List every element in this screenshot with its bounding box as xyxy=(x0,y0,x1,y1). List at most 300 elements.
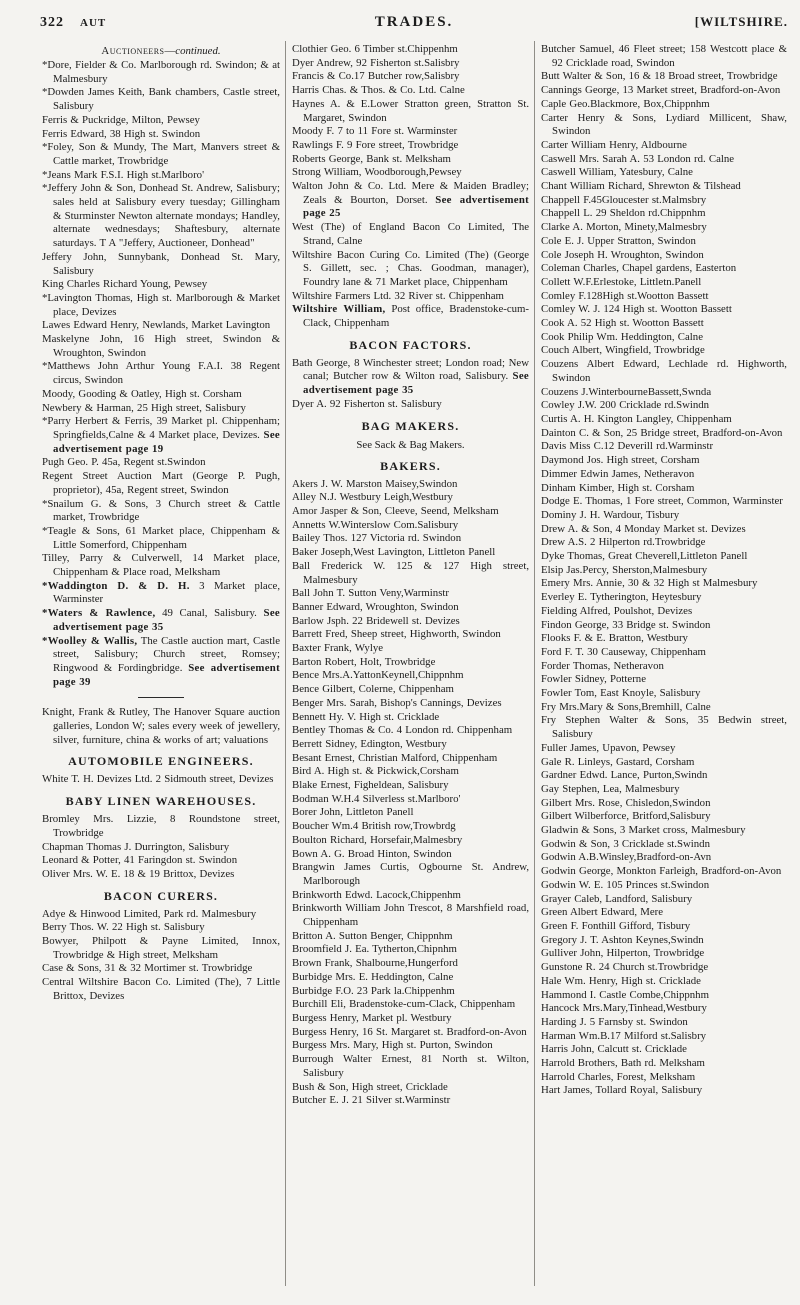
entry-text: Fry Mrs.Mary & Sons,Bremhill, Calne xyxy=(541,700,711,713)
entry-text: Gulliver John, Hilperton, Trowbridge xyxy=(541,947,705,960)
directory-entry xyxy=(292,861,529,888)
directory-entry xyxy=(292,357,529,398)
entry-text: *Jeffery John & Son, Donhead St. Andrew, Salisbury; sales held at Salisbury every tuesday; Gillingham & Sturminster Newton alternate mondays; Handley, alternate wednesdays; Shaftesbury, alternate saturdays. T A "Jeffery, Auctioneer, Donhead" xyxy=(42,182,281,250)
directory-entry xyxy=(541,235,787,249)
entry-text: Harris Chas. & Thos. & Co. Ltd. Calne xyxy=(292,84,465,97)
directory-entry xyxy=(42,86,280,113)
entry-text: Cook A. 52 High st. Wootton Bassett xyxy=(541,317,704,330)
entry-text: 49 Canal, Salisbury. xyxy=(155,607,264,620)
entry-text: Forder Thomas, Netheravon xyxy=(541,659,664,672)
directory-entry xyxy=(292,806,529,820)
directory-entry xyxy=(541,386,787,400)
directory-entry xyxy=(292,139,529,153)
entry-text: Green F. Fonthill Gifford, Tisbury xyxy=(541,920,691,932)
directory-entry xyxy=(541,619,787,633)
page-number: 322 xyxy=(40,15,64,30)
directory-entry xyxy=(541,84,787,98)
directory-entry xyxy=(292,505,529,519)
directory-entry xyxy=(541,194,787,208)
directory-entry xyxy=(42,278,280,292)
entry-text: Besant Ernest, Christian Malford, Chippenham xyxy=(292,751,498,764)
entry-text: Dodge E. Thomas, 1 Fore street, Common, Warminster xyxy=(541,495,783,508)
directory-entry xyxy=(292,985,529,999)
directory-entry xyxy=(292,84,529,98)
directory-entry xyxy=(541,331,787,345)
directory-entry xyxy=(292,724,529,738)
directory-entry xyxy=(42,813,280,840)
directory-entry xyxy=(292,532,529,546)
section-code: AUT xyxy=(80,17,107,29)
entry-text: Baker Joseph,West Lavington, Littleton Panell xyxy=(292,546,496,559)
directory-entry xyxy=(541,482,787,496)
directory-entry xyxy=(42,607,280,634)
entry-text: Green Albert Edward, Mere xyxy=(541,906,664,919)
directory-entry xyxy=(541,577,787,591)
entry-text: *Lavington Thomas, High st. Marlborough & Market place, Devizes xyxy=(42,291,281,318)
entry-text: Fry Stephen Walter & Sons, 35 Bedwin street, Salisbury xyxy=(541,714,787,741)
entry-text: Berry Thos. W. 22 High st. Salisbury xyxy=(42,921,205,934)
entry-text: Bodman W.H.4 Silverless st.Marlboro' xyxy=(292,792,461,805)
entry-text: Brinkworth Edwd. Lacock,Chippenhm xyxy=(292,888,461,901)
entry-text: Berrett Sidney, Edington, Westbury xyxy=(292,737,447,750)
entry-text: Gladwin & Sons, 3 Market cross, Malmesbury xyxy=(541,824,746,837)
section-heading: BACON CURERS. xyxy=(103,888,219,903)
directory-entry xyxy=(292,587,529,601)
entry-text: Clothier Geo. 6 Timber st.Chippenhm xyxy=(292,43,458,55)
directory-entry xyxy=(42,319,280,333)
entry-bold-text: *Woolley & Wallis, xyxy=(42,634,138,647)
directory-entry xyxy=(541,797,787,811)
directory-entry xyxy=(292,125,529,139)
directory-entry xyxy=(42,388,280,402)
entry-bold-text: Wiltshire William, xyxy=(292,303,386,316)
entry-text: Gale R. Linleys, Gastard, Corsham xyxy=(541,755,695,768)
directory-entry xyxy=(42,498,280,525)
entry-text: Alley N.J. Westbury Leigh,Westbury xyxy=(292,491,453,504)
entry-text: Tilley, Parry & Culverwell, 14 Market place, Chippenham & Place road, Melksham xyxy=(42,552,281,579)
directory-entry xyxy=(541,934,787,948)
entry-text: Gunstone R. 24 Church st.Trowbridge xyxy=(541,961,709,974)
entry-text: Haynes A. & E.Lower Stratton green, Stratton St. Margaret, Swindon xyxy=(292,97,530,124)
entry-text: Barton Robert, Holt, Trowbridge xyxy=(292,655,436,668)
entry-text: Ford F. T. 30 Causeway, Chippenham xyxy=(541,645,706,658)
directory-entry xyxy=(541,153,787,167)
entry-text: Comley F.128High st.Wootton Bassett xyxy=(541,289,709,302)
directory-entry xyxy=(42,841,280,855)
entry-text: Benger Mrs. Sarah, Bishop's Cannings, Devizes xyxy=(292,696,502,709)
entry-text: Flooks F. & E. Bratton, Westbury xyxy=(541,632,688,645)
entry-text: Couzens Albert Edward, Lechlade rd. Highworth, Swindon xyxy=(541,358,787,384)
entry-text: Akers J. W. Marston Maisey,Swindon xyxy=(292,477,458,490)
directory-entry xyxy=(42,470,280,497)
directory-entry xyxy=(292,943,529,957)
directory-entry xyxy=(292,180,529,221)
entry-text: Dainton C. & Son, 25 Bridge street, Bradford-on-Avon xyxy=(541,426,783,439)
entry-text: Baxter Frank, Wylye xyxy=(292,642,384,655)
entry-text: Brinkworth William John Trescot, 8 Marshfield road, Chippenham xyxy=(292,902,530,929)
entry-text: Roberts George, Bank st. Melksham xyxy=(292,152,451,165)
entry-text: continued. xyxy=(175,45,221,57)
directory-entry xyxy=(541,893,787,907)
entry-text: Cook Philip Wm. Heddington, Calne xyxy=(541,330,703,343)
entry-text: Burgess Mrs. Mary, High st. Purton, Swindon xyxy=(292,1039,493,1052)
directory-entry xyxy=(292,628,529,642)
directory-entry xyxy=(541,824,787,838)
entry-text: Drew A. & Son, 4 Monday Market st. Devizes xyxy=(541,522,746,535)
entry-text: Harman Wm.B.17 Milford st.Salisbry xyxy=(541,1029,707,1042)
directory-entry xyxy=(292,290,529,304)
entry-text: Chapman Thomas J. Durrington, Salisbury xyxy=(42,840,230,853)
directory-entry xyxy=(541,564,787,578)
directory-entry xyxy=(541,112,787,139)
directory-entry xyxy=(42,525,280,552)
entry-text: Elsip Jas.Percy, Sherston,Malmesbury xyxy=(541,563,708,576)
county-label: [WILTSHIRE. xyxy=(694,14,788,29)
directory-entry xyxy=(42,333,280,360)
directory-entry xyxy=(42,635,280,690)
directory-entry xyxy=(541,1043,787,1057)
entry-text: *Matthews John Arthur Young F.A.I. 38 Regent circus, Swindon xyxy=(42,360,281,387)
header-left xyxy=(40,15,275,31)
directory-entry xyxy=(541,906,787,920)
directory-entry xyxy=(541,701,787,715)
section-divider xyxy=(138,697,184,698)
directory-entry xyxy=(541,879,787,893)
entry-text: Couch Albert, Wingfield, Trowbridge xyxy=(541,344,705,357)
entry-text: Newbery & Harman, 25 High street, Salisbury xyxy=(42,401,246,414)
entry-text: Curtis A. H. Kington Langley, Chippenham xyxy=(541,412,732,425)
directory-entry xyxy=(292,820,529,834)
directory-entry xyxy=(292,398,529,412)
entry-text: Bird A. High st. & Pickwick,Corsham xyxy=(292,765,459,778)
entry-text: Cole E. J. Upper Stratton, Swindon xyxy=(541,234,696,247)
directory-entry xyxy=(292,752,529,766)
directory-entry xyxy=(292,1094,529,1108)
entry-text: See Sack & Bag Makers. xyxy=(356,438,465,451)
directory-entry xyxy=(541,810,787,824)
directory-entry xyxy=(541,865,787,879)
directory-entry xyxy=(541,756,787,770)
directory-entry xyxy=(292,1053,529,1080)
entry-text: Blake Ernest, Figheldean, Salisbury xyxy=(292,779,449,792)
directory-entry xyxy=(42,773,280,787)
directory-entry xyxy=(541,605,787,619)
directory-entry xyxy=(292,765,529,779)
entry-text: Wiltshire Bacon Curing Co. Limited (The) (George S. Gillett, sec. ; Chas. Goodman, manager), Foundry lane & 71 Market place, Chippenham xyxy=(292,248,530,288)
entry-text: *Parry Herbert & Ferris, 39 Market pl. Chippenham; Springfields,Calne & 4 Market place, Devizes. xyxy=(42,415,281,441)
directory-entry xyxy=(292,697,529,711)
entry-text: Knight, Frank & Rutley, The Hanover Square auction galleries, London W; sales every week of jewellery, silver, furniture, china & works of art; valuations xyxy=(42,706,281,746)
entry-text: Bowyer, Philpott & Payne Limited, Innox, Trowbridge & High street, Melksham xyxy=(42,935,281,961)
entry-text: Gay Stephen, Lea, Malmesbury xyxy=(541,782,680,795)
directory-entry xyxy=(292,738,529,752)
entry-text: Davis Miss C.12 Deverill rd.Warminstr xyxy=(541,440,714,453)
entry-text: Brangwin James Curtis, Ogbourne St. Andrew, Marlborough xyxy=(292,861,530,887)
entry-text: Burchill Eli, Bradenstoke-cum-Clack, Chippenham xyxy=(292,998,516,1011)
entry-text: Couzens J.WinterbourneBassett,Swnda xyxy=(541,385,712,398)
entry-text: 3 Market place, Warminster xyxy=(53,579,281,606)
entry-bold-text: *Waddington D. & D. H. xyxy=(42,579,190,592)
directory-entry xyxy=(541,851,787,865)
entry-text: Bailey Thos. 127 Victoria rd. Swindon xyxy=(292,532,462,545)
directory-entry xyxy=(541,646,787,660)
directory-entry xyxy=(292,642,529,656)
directory-entry xyxy=(292,615,529,629)
column-3 xyxy=(535,41,792,1286)
directory-entry xyxy=(42,921,280,935)
directory-entry xyxy=(292,1039,529,1053)
directory-entry xyxy=(292,793,529,807)
directory-entry xyxy=(541,632,787,646)
directory-entry xyxy=(292,43,529,57)
entry-bold-text: See advertisement page 35 xyxy=(53,607,281,633)
entry-text: Everley E. Tytherington, Heytesbury xyxy=(541,591,702,604)
directory-entry xyxy=(292,683,529,697)
entry-text: Comley W. J. 124 High st. Wootton Bassett xyxy=(541,303,732,316)
entry-bold-text: *Waters & Rawlence, xyxy=(42,607,156,620)
entry-text: Harris John, Calcutt st. Cricklade xyxy=(541,1043,687,1056)
entry-text: *Foley, Son & Mundy, The Mart, Manvers street & Cattle market, Trowbridge xyxy=(42,141,281,167)
entry-text: *Teagle & Sons, 61 Market place, Chippenham & Little Somerford, Chippenham xyxy=(42,524,281,551)
entry-text: Cannings George, 13 Market street, Bradford-on-Avon xyxy=(541,84,781,97)
directory-entry xyxy=(292,779,529,793)
entry-text: Fowler Tom, East Knoyle, Salisbury xyxy=(541,687,701,700)
entry-text: Godwin George, Monkton Farleigh, Bradford-on-Avon xyxy=(541,865,782,878)
entry-text: Chant William Richard, Shrewton & Tilshead xyxy=(541,180,741,193)
directory-entry xyxy=(541,1071,787,1085)
entry-text: Fuller James, Upavon, Pewsey xyxy=(541,741,676,754)
directory-entry xyxy=(541,947,787,961)
entry-text: Butt Walter & Son, 16 & 18 Broad street, Trowbridge xyxy=(541,70,778,83)
directory-entry xyxy=(541,413,787,427)
entry-bold-text: See advertisement page 39 xyxy=(53,661,281,688)
entry-text: Findon George, 33 Bridge st. Swindon xyxy=(541,618,711,631)
directory-entry xyxy=(292,478,529,492)
section-heading: AUTOMOBILE ENGINEERS. xyxy=(68,754,254,769)
directory-entry xyxy=(292,957,529,971)
entry-text: Bown A. G. Broad Hinton, Swindon xyxy=(292,847,452,860)
directory-entry xyxy=(42,456,280,470)
directory-entry xyxy=(292,221,529,248)
entry-text: Rawlings F. 9 Fore street, Trowbridge xyxy=(292,138,459,151)
entry-text: Gilbert Mrs. Rose, Chisledon,Swindon xyxy=(541,796,711,809)
directory-entry xyxy=(541,1084,787,1098)
directory-entry xyxy=(292,519,529,533)
directory-entry xyxy=(541,673,787,687)
entry-text: Godwin W. E. 105 Princes st.Swindon xyxy=(541,878,710,891)
directory-entry xyxy=(292,1026,529,1040)
directory-entry xyxy=(541,43,787,70)
entry-text: Drew A.S. 2 Hilperton rd.Trowbridge xyxy=(541,536,706,549)
directory-entry xyxy=(541,454,787,468)
directory-entry xyxy=(292,902,529,929)
directory-entry xyxy=(292,249,529,290)
entry-text: Dominy J. H. Wardour, Tisbury xyxy=(541,508,680,521)
entry-text: King Charles Richard Young, Pewsey xyxy=(42,278,208,291)
directory-entry xyxy=(541,838,787,852)
entry-text: Carter Henry & Sons, Lydiard Millicent, Shaw, Swindon xyxy=(541,111,787,138)
directory-entry xyxy=(292,303,529,330)
directory-entry xyxy=(541,975,787,989)
entry-text: Bromley Mrs. Lizzie, 8 Roundstone street, Trowbridge xyxy=(42,813,281,839)
entry-text: Harding J. 5 Farnsby st. Swindon xyxy=(541,1015,688,1028)
entry-text: Francis & Co.17 Butcher row,Salisbry xyxy=(292,70,460,83)
directory-entry xyxy=(292,711,529,725)
entry-text: Caswell Mrs. Sarah A. 53 London rd. Calne xyxy=(541,152,735,165)
directory-entry xyxy=(541,1002,787,1016)
directory-entry xyxy=(541,358,787,385)
entry-text: Fowler Sidney, Potterne xyxy=(541,673,646,686)
directory-entry xyxy=(42,360,280,387)
entry-text: Bennett Hy. V. High st. Cricklade xyxy=(292,710,440,723)
directory-entry xyxy=(292,601,529,615)
directory-entry xyxy=(541,249,787,263)
directory-entry xyxy=(42,976,280,1003)
entry-text: Chappell F.45Gloucester st.Malmsbry xyxy=(541,193,707,206)
entry-text: Cowley J.W. 200 Cricklade rd.Swindn xyxy=(541,399,710,412)
entry-text: Burbidge Mrs. E. Heddington, Calne xyxy=(292,970,454,983)
directory-entry xyxy=(541,495,787,509)
entry-text: Post office, Bradenstoke-cum-Clack, Chippenham xyxy=(303,303,530,330)
entry-text: Dinham Kimber, High st. Corsham xyxy=(541,481,695,494)
entry-text: Barlow Jsph. 22 Bridewell st. Devizes xyxy=(292,614,460,627)
entry-text: Godwin & Son, 3 Cricklade st.Swindn xyxy=(541,837,710,850)
directory-entry xyxy=(292,848,529,862)
entry-text: Barrett Fred, Sheep street, Highworth, Swindon xyxy=(292,628,501,641)
directory-entry xyxy=(42,251,280,278)
directory-entry xyxy=(292,656,529,670)
directory-entry xyxy=(292,560,529,587)
entry-text: Dimmer Edwin James, Netheravon xyxy=(541,467,695,480)
directory-entry xyxy=(42,415,280,456)
entry-text: Moody F. 7 to 11 Fore st. Warminster xyxy=(292,125,458,138)
entry-text: Amor Jasper & Son, Cleeve, Seend, Melksham xyxy=(292,504,499,517)
directory-entry xyxy=(541,783,787,797)
directory-entry xyxy=(541,591,787,605)
entry-text: Oliver Mrs. W. E. 18 & 19 Brittox, Devizes xyxy=(42,867,235,880)
entry-text: Hart James, Tollard Royal, Salisbury xyxy=(541,1084,703,1097)
entry-text: Brown Frank, Shalbourne,Hungerford xyxy=(292,957,458,970)
entry-text: Daymond Jos. High street, Corsham xyxy=(541,454,700,467)
center-note xyxy=(42,44,280,58)
page-title: TRADES. xyxy=(374,14,454,30)
directory-entry xyxy=(292,834,529,848)
center-note xyxy=(292,438,529,452)
directory-entry xyxy=(42,141,280,168)
entry-text: Strong William, Woodborough,Pewsey xyxy=(292,166,462,179)
directory-entry xyxy=(541,207,787,221)
directory-entry xyxy=(42,292,280,319)
directory-entry xyxy=(42,169,280,183)
directory-entry xyxy=(541,317,787,331)
entry-text: Ball John T. Sutton Veny,Warminstr xyxy=(292,587,449,600)
entry-text: Harrold Charles, Forest, Melksham xyxy=(541,1070,696,1083)
directory-entry xyxy=(541,1016,787,1030)
directory-entry xyxy=(541,98,787,112)
entry-text: Jeffery John, Sunnybank, Donhead St. Mary, Salisbury xyxy=(42,250,281,277)
column-2 xyxy=(286,41,535,1286)
directory-entry xyxy=(292,1081,529,1095)
entry-text: Ball Frederick W. 125 & 127 High street, Malmesbury xyxy=(292,559,530,586)
entry-text: Central Wiltshire Bacon Co. Limited (The), 7 Little Brittox, Devizes xyxy=(42,976,281,1002)
directory-entry xyxy=(541,989,787,1003)
directory-entry xyxy=(42,868,280,882)
entry-text: Coleman Charles, Chapel gardens, Easterton xyxy=(541,262,737,275)
directory-entry xyxy=(541,523,787,537)
directory-entry xyxy=(42,706,280,747)
directory-entry xyxy=(42,908,280,922)
directory-entry xyxy=(541,399,787,413)
entry-text: White T. H. Devizes Ltd. 2 Sidmouth street, Devizes xyxy=(42,773,274,786)
entry-text: Butcher E. J. 21 Silver st.Warminstr xyxy=(292,1094,451,1107)
entry-text: Bence Mrs.A.YattonKeynell,Chippnhm xyxy=(292,669,464,682)
entry-text: Collett W.F.Erlestoke, Littletn.Panell xyxy=(541,275,702,288)
entry-text: Britton A. Sutton Benger, Chippnhm xyxy=(292,929,453,942)
column-container xyxy=(40,41,792,1286)
entry-bold-text: See advertisement page 25 xyxy=(303,193,530,220)
entry-text: Burgess Henry, 16 St. Margaret st. Bradford-on-Avon xyxy=(292,1025,527,1038)
directory-entry xyxy=(541,1030,787,1044)
directory-entry xyxy=(541,303,787,317)
directory-entry xyxy=(541,509,787,523)
entry-text: Bath George, 8 Winchester street; London road; New canal; Butcher row & Wilton road, Salisbury. xyxy=(292,356,530,383)
section-heading: BABY LINEN WAREHOUSES. xyxy=(65,794,257,809)
entry-text: Hammond I. Castle Combe,Chippnhm xyxy=(541,988,709,1001)
entry-text: Maskelyne John, 16 High street, Swindon & Wroughton, Swindon xyxy=(42,333,281,359)
directory-entry xyxy=(42,182,280,251)
directory-entry xyxy=(541,70,787,84)
entry-text: The Castle auction mart, Castle street, Salisbury; Church street, Romsey; Ringwood & Fordingbridge. xyxy=(53,634,281,674)
directory-entry xyxy=(541,550,787,564)
directory-entry xyxy=(541,920,787,934)
entry-text: Grayer Caleb, Landford, Salisbury xyxy=(541,892,693,905)
directory-entry xyxy=(42,402,280,416)
directory-entry xyxy=(42,580,280,607)
entry-bold-text: See advertisement page 19 xyxy=(53,428,281,455)
entry-text: Chappell L. 29 Sheldon rd.Chippnhm xyxy=(541,207,706,220)
directory-entry xyxy=(42,854,280,868)
entry-text: Caswell William, Yatesbury, Calne xyxy=(541,166,693,179)
entry-text: Ferris Edward, 38 High st. Swindon xyxy=(42,127,201,140)
directory-entry xyxy=(292,153,529,167)
directory-entry xyxy=(541,769,787,783)
directory-entry xyxy=(292,971,529,985)
entry-text: *Snailum G. & Sons, 3 Church street & Cattle market, Trowbridge xyxy=(42,497,281,524)
directory-entry xyxy=(292,546,529,560)
directory-entry xyxy=(541,440,787,454)
entry-bold-text: See advertisement page 35 xyxy=(303,370,530,397)
directory-entry xyxy=(541,344,787,358)
directory-entry xyxy=(42,128,280,142)
entry-text: Gardner Edwd. Lance, Purton,Swindn xyxy=(541,769,708,782)
directory-entry xyxy=(541,1057,787,1071)
directory-entry xyxy=(541,427,787,441)
entry-text: Dyer Andrew, 92 Fisherton st.Salisbry xyxy=(292,56,460,69)
section-heading: BACON FACTORS. xyxy=(349,337,472,352)
entry-text: Dyke Thomas, Great Cheverell,Littleton Panell xyxy=(541,550,748,563)
directory-entry xyxy=(292,57,529,71)
entry-text: Bush & Son, High street, Cricklade xyxy=(292,1080,448,1093)
entry-text: Annetts W.Winterslow Com.Salisbury xyxy=(292,518,459,531)
entry-text: Borer John, Littleton Panell xyxy=(292,806,414,819)
directory-entry xyxy=(541,961,787,975)
directory-entry xyxy=(541,166,787,180)
directory-entry xyxy=(292,930,529,944)
directory-entry xyxy=(541,139,787,153)
entry-text: *Dowden James Keith, Bank chambers, Castle street, Salisbury xyxy=(42,86,281,113)
entry-text: Hancock Mrs.Mary,Tinhead,Westbury xyxy=(541,1002,707,1015)
directory-entry xyxy=(292,491,529,505)
